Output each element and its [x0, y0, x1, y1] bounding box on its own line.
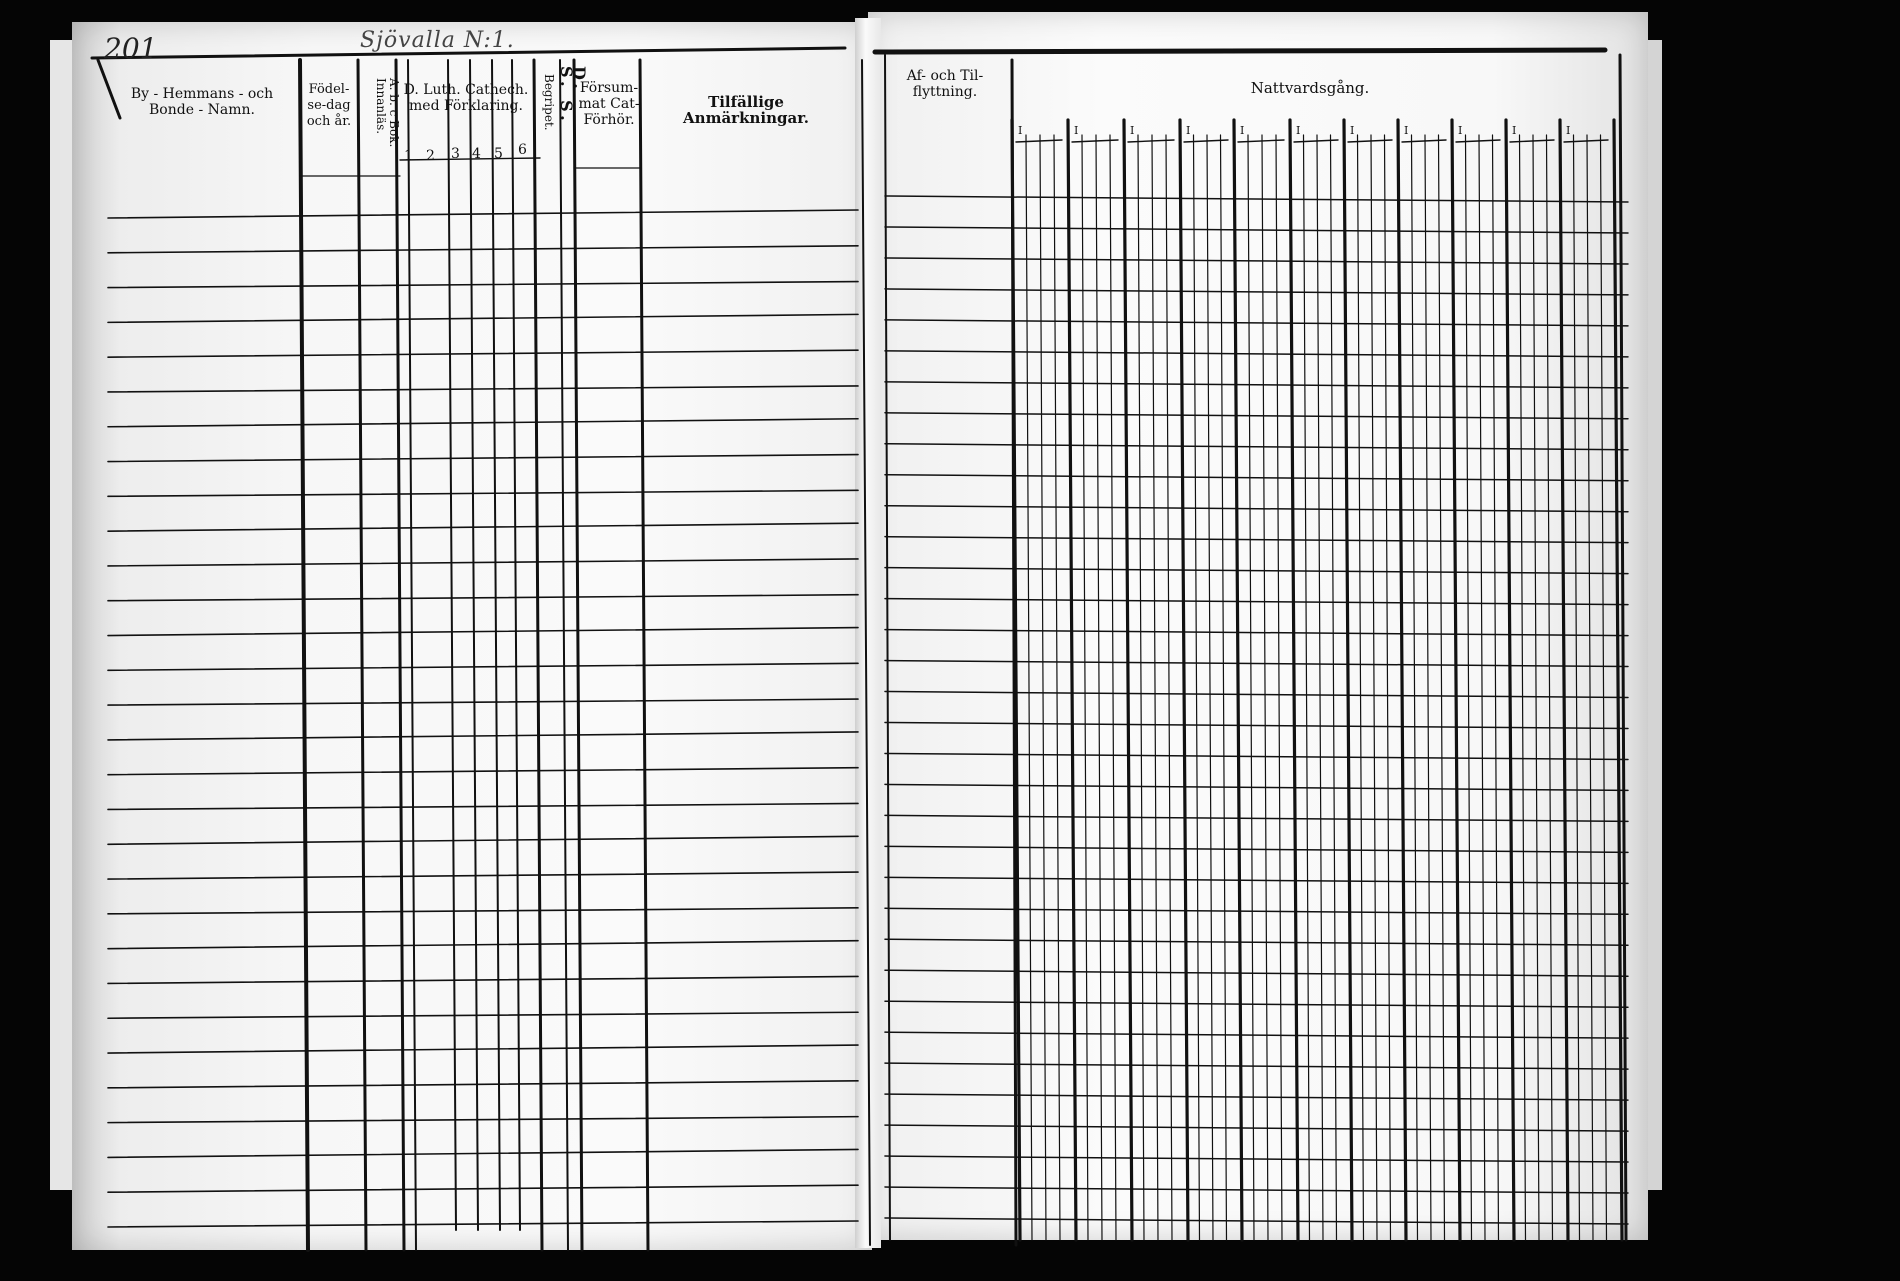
communion-minor-rule	[1262, 135, 1268, 1240]
right-row-rule	[885, 784, 1628, 790]
right-row-rule	[885, 846, 1628, 852]
left-row-rule	[108, 314, 858, 322]
communion-minor-rule	[1371, 135, 1377, 1240]
communion-sub-underline	[1402, 140, 1446, 142]
right-row-rule	[885, 1063, 1628, 1069]
left-column-rule	[470, 60, 478, 1230]
left-column-rule	[512, 60, 520, 1230]
left-row-rule	[108, 976, 858, 983]
left-row-rule	[108, 490, 858, 496]
left-row-rule	[108, 768, 858, 775]
left-row-rule	[108, 836, 858, 844]
left-row-rule	[108, 455, 858, 462]
communion-minor-rule	[1304, 135, 1310, 1240]
left-row-rule	[108, 210, 858, 218]
communion-minor-rule	[1601, 135, 1607, 1240]
left-column-rule	[640, 60, 648, 1250]
communion-sub-underline	[1348, 140, 1392, 142]
left-column-rule	[396, 60, 404, 1250]
communion-major-rule	[1124, 120, 1135, 1240]
left-row-rule	[108, 282, 858, 288]
page-number: 201	[104, 32, 158, 65]
left-column-rule	[862, 60, 870, 1245]
communion-minor-rule	[1425, 135, 1431, 1240]
header-name-column: By - Hemmans - och Bonde - Namn.	[130, 86, 274, 118]
communion-minor-rule	[1221, 135, 1227, 1240]
left-row-rule	[108, 941, 858, 949]
header-move-column: Af- och Til- flyttning.	[906, 68, 984, 100]
header-begrepet-column: Begripet.	[542, 74, 556, 131]
right-row-rule	[885, 1001, 1628, 1007]
left-row-rule	[108, 559, 858, 566]
catech-number-3: 3	[451, 146, 460, 162]
communion-minor-rule	[1166, 135, 1172, 1240]
communion-minor-rule	[1533, 135, 1539, 1240]
left-row-rule	[108, 1012, 858, 1018]
communion-mark: I	[1186, 124, 1191, 137]
communion-mark: I	[1296, 124, 1301, 137]
communion-major-rule	[1344, 120, 1355, 1240]
right-row-rule	[885, 413, 1628, 419]
communion-mark: I	[1512, 124, 1517, 137]
right-row-rule	[885, 1032, 1628, 1038]
left-column-rule	[534, 60, 542, 1250]
right-row-rule	[885, 1156, 1628, 1162]
communion-minor-rule	[1331, 135, 1337, 1240]
left-row-rule	[108, 628, 858, 636]
communion-minor-rule	[1520, 135, 1526, 1240]
communion-minor-rule	[1493, 135, 1499, 1240]
header-abc-column: A. b. c Bok. Innanläs.	[374, 78, 401, 148]
left-row-rule	[108, 908, 858, 914]
communion-sub-underline	[1016, 140, 1062, 142]
left-row-rule	[108, 350, 858, 357]
communion-sub-underline	[1294, 140, 1338, 142]
catech-number-6: 6	[518, 142, 527, 158]
right-row-rule	[885, 970, 1628, 976]
communion-minor-rule	[1194, 135, 1200, 1240]
left-row-rule	[108, 1221, 858, 1227]
communion-minor-rule	[1547, 135, 1553, 1240]
right-row-rule	[885, 351, 1628, 357]
right-row-rule	[885, 661, 1628, 667]
move-left-edge	[885, 55, 890, 1240]
communion-minor-rule	[1412, 135, 1418, 1240]
left-row-rule	[108, 419, 858, 427]
header-catech-column: D. Luth. Cathech. med Förklaring.	[403, 82, 529, 114]
left-column-rule	[448, 60, 456, 1230]
right-row-rule	[885, 692, 1628, 698]
communion-minor-rule	[1248, 135, 1254, 1240]
right-row-rule	[885, 506, 1628, 512]
catech-number-1: 1	[404, 148, 413, 164]
header-birth-column: Födel- se-dag och år.	[306, 82, 352, 129]
header-dss-column: D. S. S.	[557, 66, 589, 125]
right-row-rule	[885, 568, 1628, 574]
communion-minor-rule	[1096, 135, 1102, 1240]
left-row-rule	[108, 872, 858, 879]
communion-minor-rule	[1479, 135, 1485, 1240]
header-forsummat-column: Försum- mat Cat- Förhör.	[578, 80, 640, 128]
left-row-rule	[108, 246, 858, 253]
left-column-rule	[408, 60, 416, 1250]
right-row-rule	[885, 258, 1628, 264]
right-row-rule	[885, 537, 1628, 543]
communion-sub-underline	[1456, 140, 1500, 142]
communion-sub-underline	[1072, 140, 1118, 142]
right-row-rule	[885, 908, 1628, 914]
communion-sub-underline	[1184, 140, 1228, 142]
left-column-rule	[300, 60, 308, 1250]
left-row-rule	[108, 1045, 858, 1053]
right-row-rule	[885, 815, 1628, 821]
right-row-rule	[885, 475, 1628, 481]
right-row-rule	[885, 289, 1628, 295]
communion-minor-rule	[1574, 135, 1580, 1240]
left-row-rule	[108, 1117, 858, 1123]
right-row-rule	[885, 722, 1628, 728]
header-remarks-column: Tilfällige Anmärkningar.	[683, 93, 809, 127]
communion-major-rule	[1560, 120, 1571, 1240]
communion-sub-underline	[1238, 140, 1284, 142]
left-row-rule	[108, 1185, 858, 1192]
communion-mark: I	[1350, 124, 1355, 137]
communion-minor-rule	[1040, 135, 1046, 1240]
communion-major-rule	[1452, 120, 1463, 1240]
right-row-rule	[885, 939, 1628, 945]
left-row-rule	[108, 663, 858, 670]
right-row-rule	[885, 382, 1628, 388]
right-row-rule	[885, 1187, 1628, 1193]
right-row-rule	[885, 320, 1628, 326]
communion-major-rule	[1290, 120, 1301, 1240]
communion-mark: I	[1074, 124, 1079, 137]
communion-major-rule	[1068, 120, 1079, 1240]
communion-mark: I	[1240, 124, 1245, 137]
left-column-rule	[560, 60, 568, 1250]
communion-minor-rule	[1587, 135, 1593, 1240]
right-row-rule	[885, 599, 1628, 605]
right-row-rule	[885, 753, 1628, 759]
communion-sub-underline	[1564, 140, 1608, 142]
communion-minor-rule	[1358, 135, 1364, 1240]
left-row-rule	[108, 1081, 858, 1088]
communion-minor-rule	[1276, 135, 1282, 1240]
catech-number-4: 4	[472, 146, 481, 162]
right-row-rule	[885, 227, 1628, 233]
communion-mark: I	[1130, 124, 1135, 137]
catech-number-underline	[400, 158, 540, 160]
left-row-rule	[108, 699, 858, 705]
right-row-rule	[885, 1094, 1628, 1100]
communion-major-rule	[1234, 120, 1245, 1240]
communion-minor-rule	[1138, 135, 1144, 1240]
communion-minor-rule	[1439, 135, 1445, 1240]
right-row-rule	[885, 630, 1628, 636]
communion-minor-rule	[1054, 135, 1060, 1240]
communion-mark: I	[1566, 124, 1571, 137]
right-row-rule	[885, 1218, 1628, 1224]
communion-major-rule	[1180, 120, 1191, 1240]
communion-mark: I	[1404, 124, 1409, 137]
left-row-rule	[108, 386, 858, 392]
catech-number-5: 5	[494, 146, 503, 162]
communion-major-rule	[1398, 120, 1409, 1240]
communion-minor-rule	[1026, 135, 1032, 1240]
right-row-rule	[885, 196, 1628, 202]
left-row-rule	[108, 732, 858, 740]
right-row-rule	[885, 877, 1628, 883]
right-row-rule	[885, 444, 1628, 450]
communion-minor-rule	[1317, 135, 1323, 1240]
left-row-rule	[108, 595, 858, 601]
left-row-rule	[108, 1149, 858, 1157]
communion-minor-rule	[1207, 135, 1213, 1240]
communion-sub-underline	[1510, 140, 1554, 142]
catech-number-2: 2	[426, 148, 435, 164]
handwritten-annotation: Sjövalla N:1.	[360, 28, 515, 53]
communion-minor-rule	[1082, 135, 1088, 1240]
right-row-rule	[885, 1125, 1628, 1131]
communion-minor-rule	[1152, 135, 1158, 1240]
communion-sub-underline	[1128, 140, 1174, 142]
communion-minor-rule	[1466, 135, 1472, 1240]
right-top-rule	[875, 50, 1605, 52]
communion-mark: I	[1018, 124, 1023, 137]
header-communion-column: Nattvardsgång.	[1250, 79, 1370, 97]
left-column-rule	[358, 60, 366, 1250]
communion-mark: I	[1458, 124, 1463, 137]
communion-major-rule	[1506, 120, 1517, 1240]
left-row-rule	[108, 803, 858, 809]
left-column-rule	[574, 60, 582, 1250]
left-column-rule	[492, 60, 500, 1230]
communion-minor-rule	[1385, 135, 1391, 1240]
left-row-rule	[108, 523, 858, 531]
communion-minor-rule	[1110, 135, 1116, 1240]
